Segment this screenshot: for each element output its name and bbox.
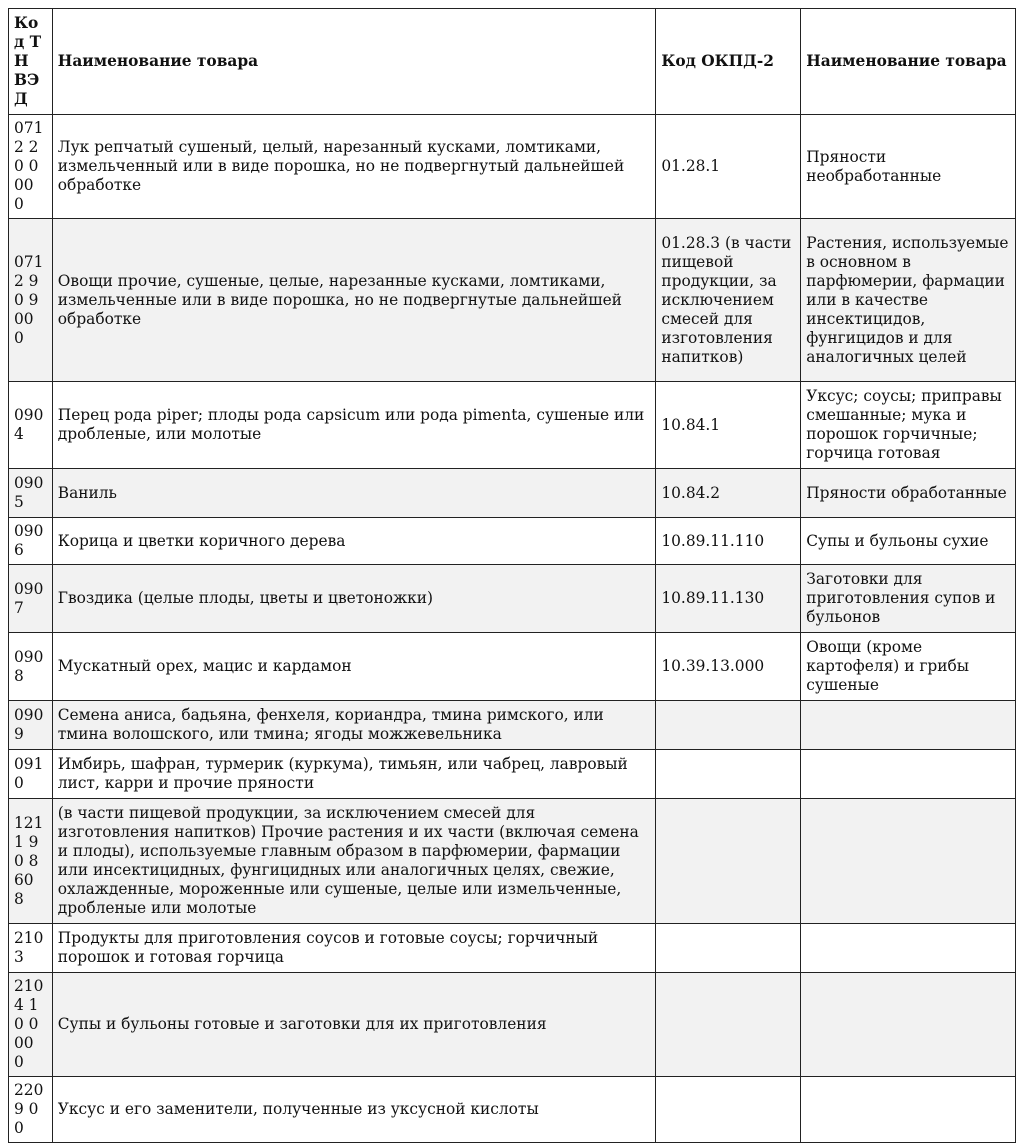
cell-tnved-code: 0712 20 000 0 xyxy=(9,115,53,219)
table-row xyxy=(9,469,1016,518)
cell-okpd2-code: 01.28.1 xyxy=(656,115,801,219)
cell-tnved-code: 0906 xyxy=(9,518,53,565)
cell-tnved-code: 0904 xyxy=(9,382,53,469)
cell-product-name: Перец рода piper; плоды рода capsicum или рода pimenta, сушеные или дробленые, или молотые xyxy=(52,382,656,469)
header-product-name: Наименование товара xyxy=(52,9,656,115)
cell-tnved-code: 2209 00 xyxy=(9,1077,53,1143)
cell-okpd2-name xyxy=(801,973,1016,1077)
cell-okpd2-name xyxy=(801,701,1016,750)
cell-okpd2-code xyxy=(656,750,801,799)
cell-product-name: Ваниль xyxy=(52,469,656,518)
cell-tnved-code: 0907 xyxy=(9,565,53,633)
cell-okpd2-name xyxy=(801,799,1016,924)
cell-okpd2-code xyxy=(656,799,801,924)
cell-tnved-code: 0910 xyxy=(9,750,53,799)
cell-okpd2-name: Овощи (кроме картофеля) и грибы сушеные xyxy=(801,633,1016,701)
table-row xyxy=(9,701,1016,750)
cell-product-name: Лук репчатый сушеный, целый, нарезанный кусками, ломтиками, измельченный или в виде порошка, но не подвергнутый дальнейшей обработке xyxy=(52,115,656,219)
table-header xyxy=(9,9,1016,115)
cell-okpd2-code xyxy=(656,701,801,750)
table-row xyxy=(9,750,1016,799)
table-wrapper xyxy=(8,8,1016,1143)
table-row xyxy=(9,115,1016,219)
table-body xyxy=(9,115,1016,1143)
table-row xyxy=(9,1077,1016,1143)
table-row xyxy=(9,973,1016,1077)
cell-okpd2-name: Растения, используемые в основном в парфюмерии, фармации или в качестве инсектицидов, фунгицидов и для аналогичных целей xyxy=(801,219,1016,382)
cell-okpd2-code xyxy=(656,973,801,1077)
cell-okpd2-code: 10.89.11.110 xyxy=(656,518,801,565)
cell-okpd2-code: 10.84.1 xyxy=(656,382,801,469)
cell-okpd2-code xyxy=(656,1077,801,1143)
table-row xyxy=(9,924,1016,973)
table-row xyxy=(9,799,1016,924)
cell-okpd2-code xyxy=(656,924,801,973)
cell-product-name: Корица и цветки коричного дерева xyxy=(52,518,656,565)
cell-okpd2-name: Пряности необработанные xyxy=(801,115,1016,219)
cell-tnved-code: 1211 90 860 8 xyxy=(9,799,53,924)
cell-tnved-code: 2103 xyxy=(9,924,53,973)
cell-okpd2-name xyxy=(801,1077,1016,1143)
cell-product-name: Семена аниса, бадьяна, фенхеля, кориандра, тмина римского, или тмина волошского, или тмина; ягоды можжевельника xyxy=(52,701,656,750)
cell-tnved-code: 2104 10 000 0 xyxy=(9,973,53,1077)
cell-okpd2-code: 10.84.2 xyxy=(656,469,801,518)
table-row xyxy=(9,518,1016,565)
cell-product-name: Мускатный орех, мацис и кардамон xyxy=(52,633,656,701)
cell-okpd2-name xyxy=(801,924,1016,973)
cell-product-name: Супы и бульоны готовые и заготовки для их приготовления xyxy=(52,973,656,1077)
cell-tnved-code: 0908 xyxy=(9,633,53,701)
cell-tnved-code: 0712 90 900 0 xyxy=(9,219,53,382)
table-row xyxy=(9,565,1016,633)
cell-product-name: Овощи прочие, сушеные, целые, нарезанные кусками, ломтиками, измельченные или в виде порошка, но не подвергнутые дальнейшей обработке xyxy=(52,219,656,382)
cell-okpd2-name: Супы и бульоны сухие xyxy=(801,518,1016,565)
cell-okpd2-code: 01.28.3 (в части пищевой продукции, за исключением смесей для изготовления напитков) xyxy=(656,219,801,382)
header-row xyxy=(9,9,1016,115)
cell-okpd2-code: 10.39.13.000 xyxy=(656,633,801,701)
tnved-okpd-table xyxy=(8,8,1016,1143)
cell-product-name: (в части пищевой продукции, за исключением смесей для изготовления напитков) Прочие растения и их части (включая семена и плоды), используемые главным образом в парфюмерии, фармации или инсектицидных, фунгицидных или аналогичных целях, свежие, охлажденные, мороженные или сушеные, целые или измельченные, дробленые или молотые xyxy=(52,799,656,924)
header-okpd2-code: Код ОКПД-2 xyxy=(656,9,801,115)
cell-okpd2-name xyxy=(801,750,1016,799)
cell-okpd2-name: Уксус; соусы; приправы смешанные; мука и порошок горчичные; горчица готовая xyxy=(801,382,1016,469)
cell-tnved-code: 0905 xyxy=(9,469,53,518)
cell-okpd2-name: Заготовки для приготовления супов и бульонов xyxy=(801,565,1016,633)
header-tnved-code: Код ТН ВЭД xyxy=(9,9,53,115)
cell-product-name: Гвоздика (целые плоды, цветы и цветоножки) xyxy=(52,565,656,633)
cell-product-name: Имбирь, шафран, турмерик (куркума), тимьян, или чабрец, лавровый лист, карри и прочие пряности xyxy=(52,750,656,799)
table-row xyxy=(9,633,1016,701)
cell-okpd2-code: 10.89.11.130 xyxy=(656,565,801,633)
header-product-name-okpd: Наименование товара xyxy=(801,9,1016,115)
table-row xyxy=(9,382,1016,469)
cell-okpd2-name: Пряности обработанные xyxy=(801,469,1016,518)
cell-tnved-code: 0909 xyxy=(9,701,53,750)
cell-product-name: Уксус и его заменители, полученные из уксусной кислоты xyxy=(52,1077,656,1143)
table-row xyxy=(9,219,1016,382)
cell-product-name: Продукты для приготовления соусов и готовые соусы; горчичный порошок и готовая горчица xyxy=(52,924,656,973)
